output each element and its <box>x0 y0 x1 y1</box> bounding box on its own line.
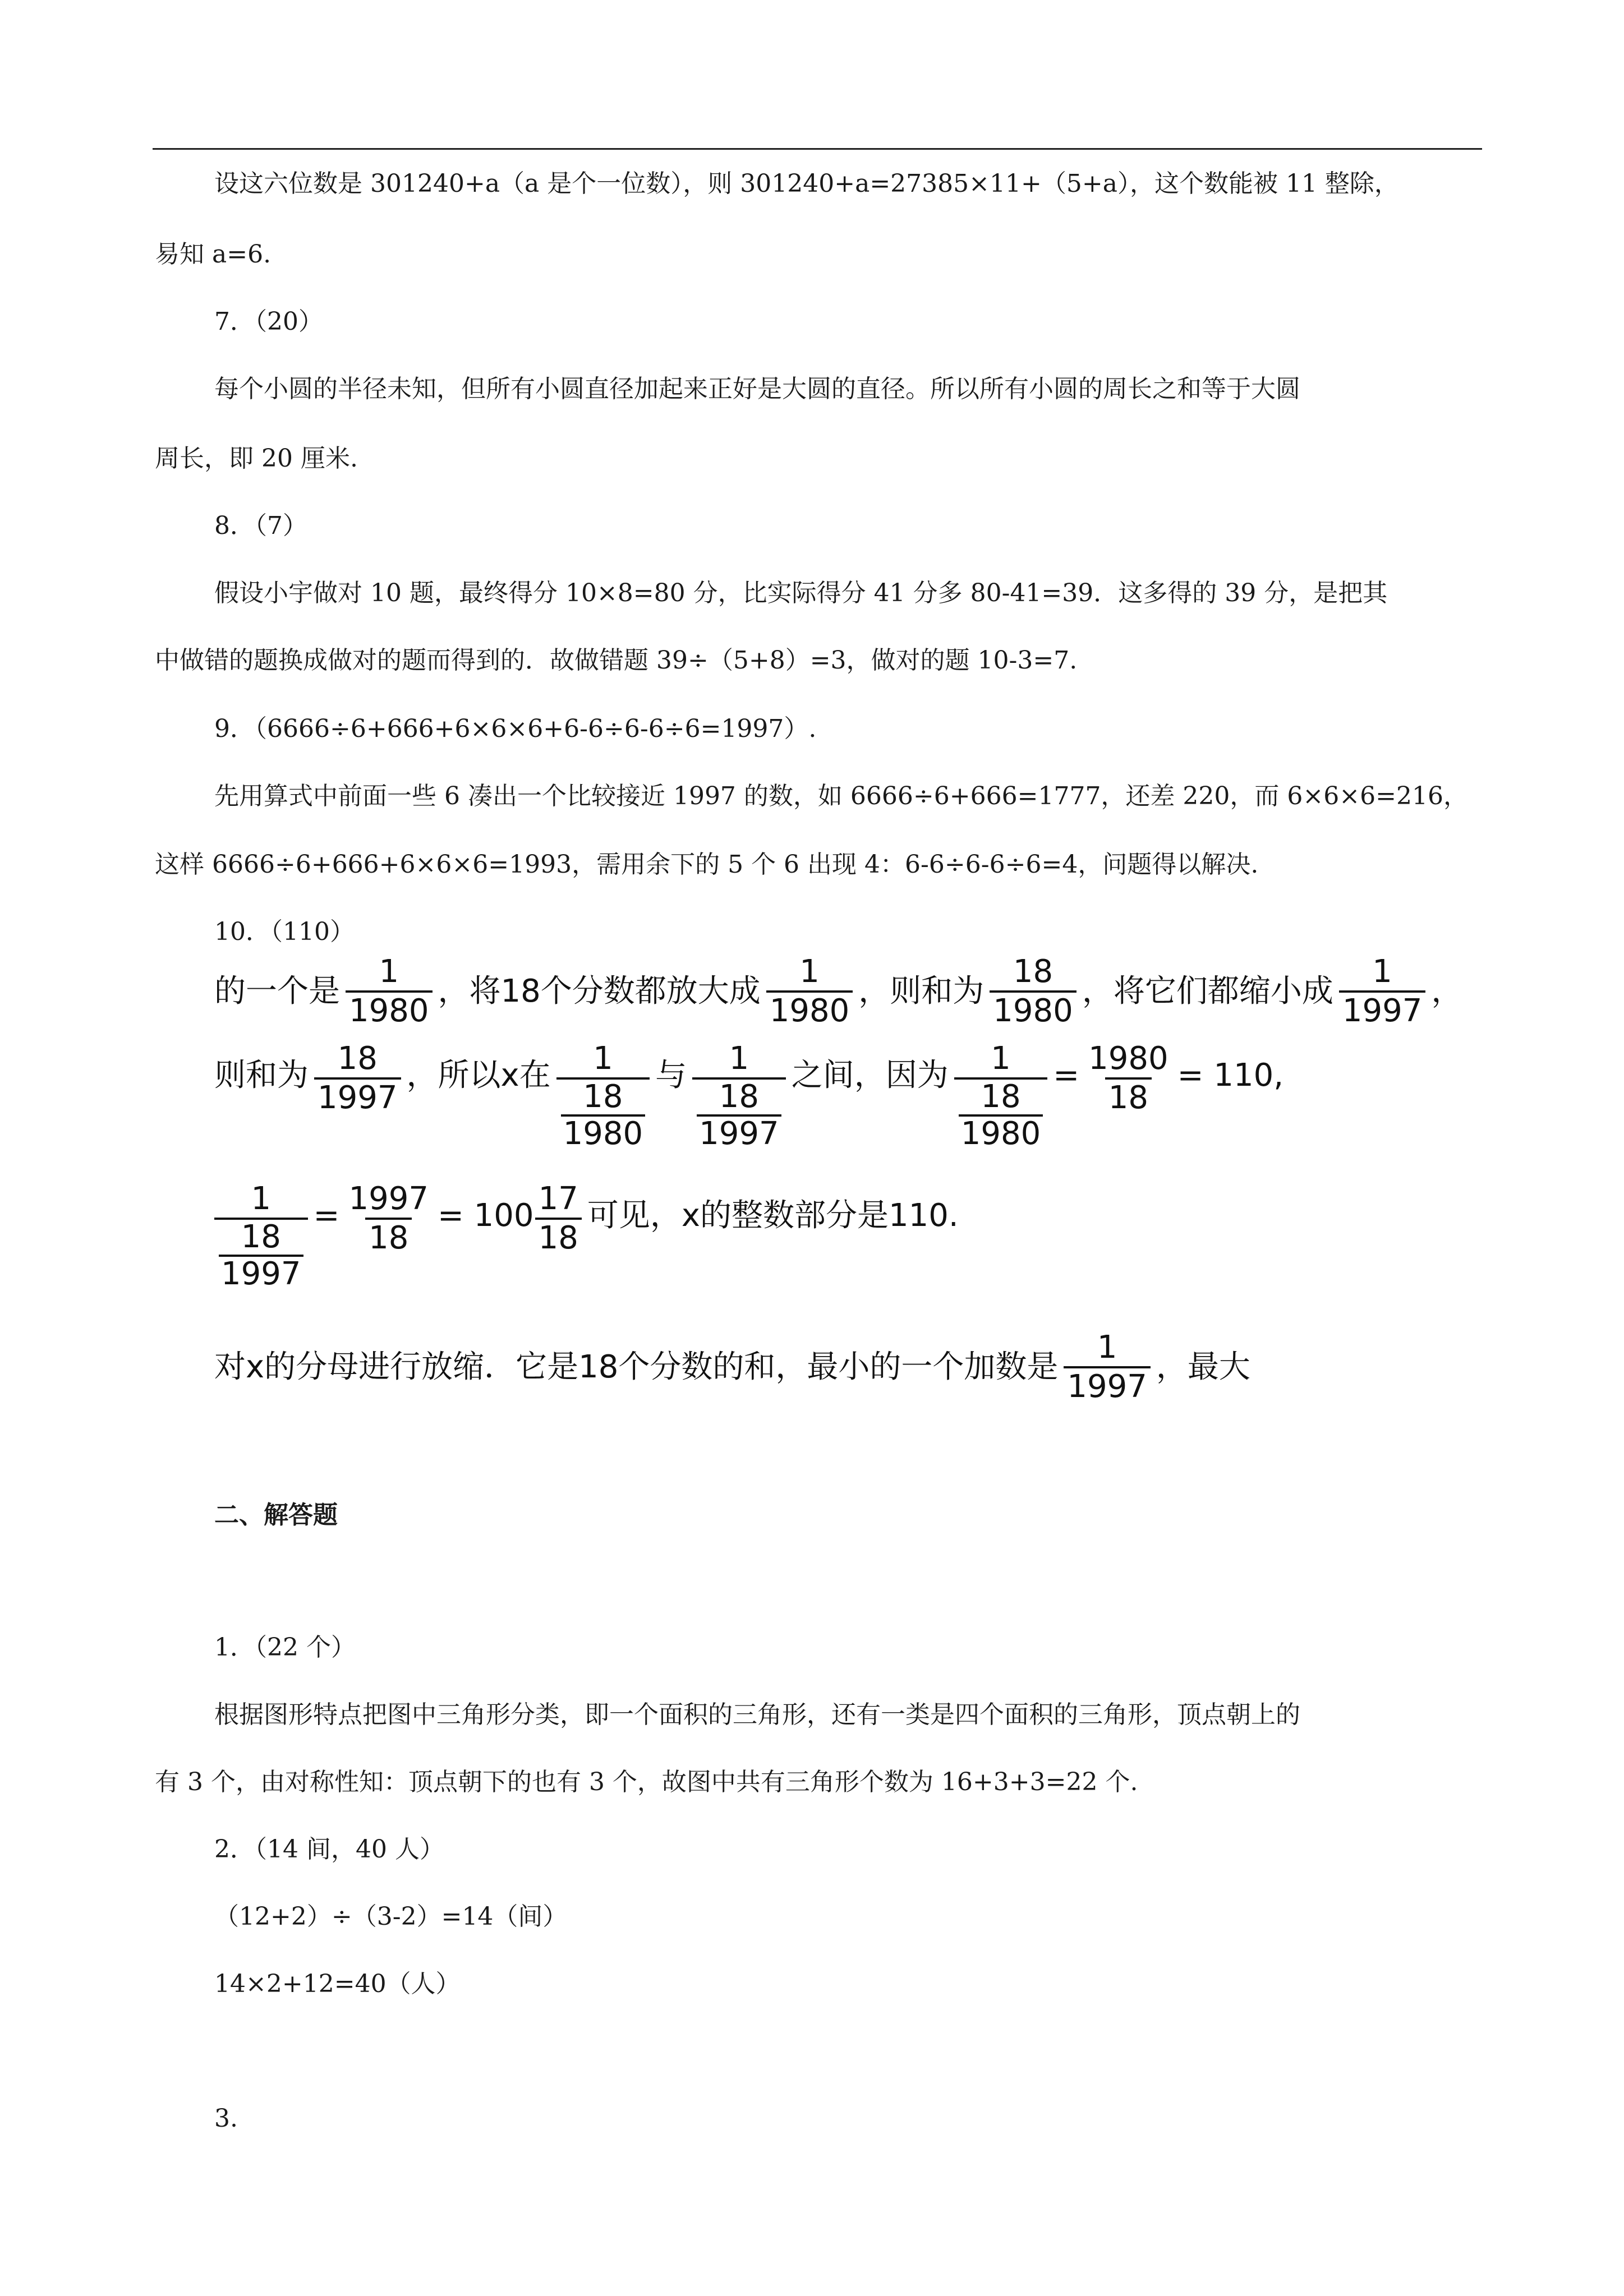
text-line: 周长，即 20 厘米. <box>155 444 358 473</box>
fraction: $\frac{1}{1997}$ <box>1064 1329 1151 1405</box>
nested-fraction: 1 18 1997 <box>692 1040 786 1151</box>
formula-text: = <box>1053 1057 1080 1094</box>
fraction: $\frac{1}{1997}$ <box>1339 953 1426 1030</box>
formula-text: = <box>313 1197 340 1234</box>
text-line: 假设小宇做对 10 题，最终得分 10×8=80 分，比实际得分 41 分多 80-41=39．这多得的 39 分，是把其 <box>214 579 1388 607</box>
nested-fraction: 1 18 1980 <box>556 1040 650 1151</box>
formula-text: = 100 <box>437 1197 534 1234</box>
question-heading: 9．（6666÷6+666+6×6×6+6-6÷6-6÷6=1997）. <box>214 714 817 743</box>
formula-text: ，所以x在 <box>406 1057 551 1094</box>
formula-text: ，将它们都缩小成 <box>1082 973 1333 1009</box>
fraction: $\frac{18}{1997}$ <box>314 1040 401 1117</box>
question-heading: 1．（22 个） <box>214 1633 356 1662</box>
formula-text: ，则和为 <box>858 973 984 1009</box>
section-title: 二、解答题 <box>214 1501 338 1529</box>
header-rule <box>153 148 1482 150</box>
fraction: $\frac{1}{1980}$ <box>346 953 433 1030</box>
fraction: $\frac{18}{1980}$ <box>990 953 1076 1030</box>
formula-text: = 110, <box>1177 1057 1284 1094</box>
text-line: 设这六位数是 301240+a（a 是个一位数），则 301240+a=27385×11+（5+a），这个数能被 11 整除， <box>214 169 1399 198</box>
question-heading: 2．（14 间，40 人） <box>214 1835 444 1864</box>
question-heading: 3. <box>214 2104 238 2133</box>
formula-block <box>214 942 1463 1419</box>
question-heading: 7．（20） <box>214 307 323 336</box>
text-line: 有 3 个，由对称性知：顶点朝下的也有 3 个，故图中共有三角形个数为 16+3+3=22 个. <box>155 1768 1138 1796</box>
formula-text: 对x的分母进行放缩．它是18个分数的和，最小的一个加数是 <box>214 1349 1059 1385</box>
formula-text: 则和为 <box>214 1057 309 1094</box>
question-heading: 8．（7） <box>214 511 307 540</box>
fraction: $\frac{1980}{18}$ <box>1088 1040 1168 1116</box>
text-line: 14×2+12=40（人） <box>214 1970 461 1998</box>
text-line: 中做错的题换成做对的题而得到的．故做错题 39÷（5+8）=3，做对的题 10-3=7. <box>155 646 1078 675</box>
question-heading: 10．（110） <box>214 918 355 946</box>
formula-text: 之间，因为 <box>791 1057 949 1094</box>
formula-text: 与 <box>655 1057 687 1094</box>
formula-text: ，最大 <box>1156 1349 1250 1385</box>
formula-text: ，将18个分数都放大成 <box>438 973 761 1009</box>
fraction: $\frac{1}{1980}$ <box>766 953 853 1030</box>
fraction: $\frac{17}{18}$ <box>535 1181 582 1257</box>
text-line: 根据图形特点把图中三角形分类，即一个面积的三角形，还有一类是四个面积的三角形，顶点朝上的 <box>214 1700 1300 1729</box>
text-line: 易知 a=6. <box>155 240 272 269</box>
formula-text: ， <box>1431 973 1463 1009</box>
text-line: 先用算式中前面一些 6 凑出一个比较接近 1997 的数，如 6666÷6+666=1777，还差 220，而 6×6×6=216， <box>214 782 1468 810</box>
formula-text: 的一个是 <box>214 973 340 1009</box>
nested-fraction: 1 18 1997 <box>214 1181 308 1292</box>
formula-text: 可见，x的整数部分是110. <box>587 1197 959 1234</box>
text-line: 每个小圆的半径未知，但所有小圆直径加起来正好是大圆的直径。所以所有小圆的周长之和等于大圆 <box>214 375 1300 403</box>
fraction: $\frac{1997}{18}$ <box>348 1181 429 1256</box>
text-line: （12+2）÷（3-2）=14（间） <box>214 1902 568 1931</box>
nested-fraction: 1 18 1980 <box>954 1040 1048 1151</box>
text-line: 这样 6666÷6+666+6×6×6=1993，需用余下的 5 个 6 出现 4：6-6÷6-6÷6=4，问题得以解决. <box>155 850 1259 879</box>
